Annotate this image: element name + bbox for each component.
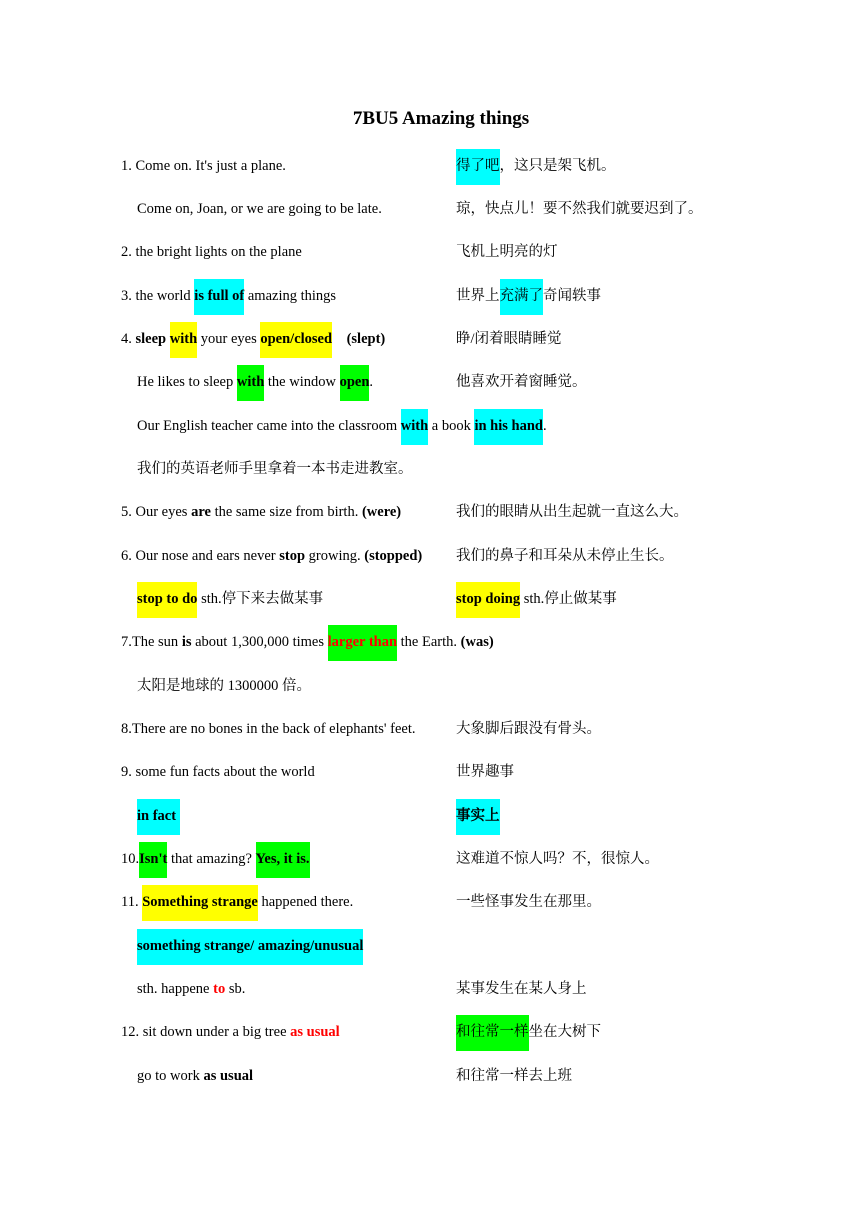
item-12-cn: 和往常一样坐在大树下 — [456, 1021, 601, 1043]
item-11c-en: sth. happene to sb. — [137, 981, 246, 997]
item-4d-cn: 我们的英语老师手里拿着一本书走进教室。 — [137, 461, 413, 477]
item-1-en: 1. Come on. It's just a plane. — [121, 158, 286, 174]
item-4-en: 4. sleep with your eyes open/closed (slept) — [121, 328, 385, 350]
item-2-cn: 飞机上明亮的灯 — [456, 244, 558, 260]
item-10-cn: 这难道不惊人吗？不，很惊人。 — [456, 851, 659, 867]
item-4b-cn: 他喜欢开着窗睡觉。 — [456, 374, 587, 390]
item-4b-en: He likes to sleep with the window open. — [137, 371, 373, 393]
item-11-en: 11. Something strange happened there. — [121, 891, 353, 913]
page-title: 7BU5 Amazing things — [352, 108, 530, 129]
item-1-cn: 得了吧，这只是架飞机。 — [456, 155, 616, 177]
item-8-en: 8.There are no bones in the back of elephants' feet. — [121, 721, 416, 737]
item-3-cn: 世界上充满了奇闻轶事 — [456, 285, 601, 307]
item-6-en: 6. Our nose and ears never stop growing. (stopped) — [121, 548, 423, 564]
item-4c-en: Our English teacher came into the classroom with a book in his hand. — [137, 415, 547, 437]
item-5-cn: 我们的眼睛从出生起就一直这么大。 — [456, 504, 688, 520]
item-5-en: 5. Our eyes are the same size from birth. (were) — [121, 504, 402, 520]
item-7b-cn: 太阳是地球的 1300000 倍。 — [137, 678, 311, 694]
item-3-en: 3. the world is full of amazing things — [121, 285, 336, 307]
item-9-en: 9. some fun facts about the world — [121, 764, 315, 780]
item-7-en: 7.The sun is about 1,300,000 times larger than the Earth. (was) — [121, 631, 494, 653]
item-2-en: 2. the bright lights on the plane — [121, 244, 302, 260]
item-10-en: 10.Isn't that amazing? Yes, it is. — [121, 848, 310, 870]
item-6b-en: stop to do sth.停下来去做某事 — [137, 588, 323, 610]
item-9-cn: 世界趣事 — [456, 764, 514, 780]
item-11c-cn: 某事发生在某人身上 — [456, 981, 587, 997]
item-11b-en: something strange/ amazing/unusual — [137, 935, 363, 957]
item-9b-en: in fact — [137, 805, 180, 827]
item-11-cn: 一些怪事发生在那里。 — [456, 894, 601, 910]
item-8-cn: 大象脚后跟没有骨头。 — [456, 721, 601, 737]
item-1b-en: Come on, Joan, or we are going to be late. — [137, 201, 382, 217]
item-6-cn: 我们的鼻子和耳朵从未停止生长。 — [456, 548, 674, 564]
item-4-cn: 睁/闭着眼睛睡觉 — [456, 331, 562, 347]
item-12b-cn: 和往常一样去上班 — [456, 1068, 572, 1084]
item-9b-cn: 事实上 — [456, 805, 500, 827]
item-1b-cn: 琼，快点儿！要不然我们就要迟到了。 — [456, 201, 703, 217]
item-6b-cn: stop doing sth.停止做某事 — [456, 588, 617, 610]
item-12-en: 12. sit down under a big tree as usual — [121, 1024, 340, 1040]
item-12b-en: go to work as usual — [137, 1068, 254, 1084]
